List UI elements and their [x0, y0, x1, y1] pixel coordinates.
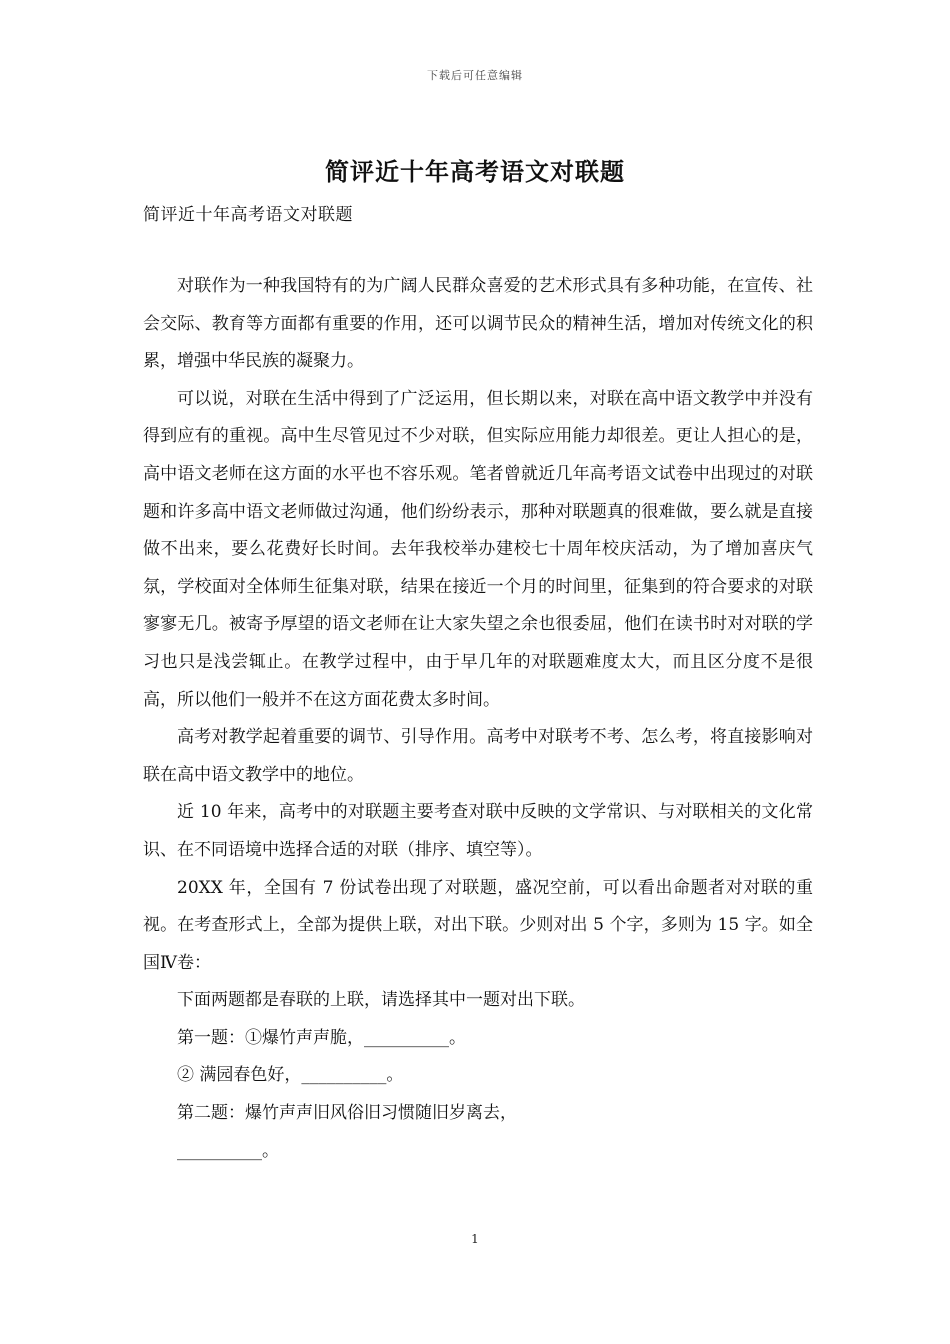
paragraph-exam-role: 高考对教学起着重要的调节、引导作用。高考中对联考不考、怎么考，将直接影响对联在高中语文教学中的地位。: [143, 727, 813, 785]
page-number: 1: [471, 1232, 479, 1246]
document-subtitle: 简评近十年高考语文对联题: [143, 205, 353, 225]
question-instruction: 下面两题都是春联的上联，请选择其中一题对出下联。: [177, 990, 585, 1011]
paragraph-ten-years: 近 10 年来，高考中的对联题主要考查对联中反映的文学常识、与对联相关的文化常识、在不同语境中选择合适的对联（排序、填空等）。: [143, 802, 813, 860]
question-one-a: 第一题：①爆竹声声脆，__________。: [177, 1027, 466, 1048]
paragraph-intro: 对联作为一种我国特有的为广阔人民群众喜爱的艺术形式具有多种功能，在宣传、社会交际、教育等方面都有重要的作用，还可以调节民众的精神生活，增加对传统文化的积累，增强中华民族的凝聚力。: [143, 276, 813, 372]
document-body: [143, 268, 813, 1170]
document-title: 简评近十年高考语文对联题: [325, 157, 625, 186]
question-one-b: ② 满园春色好，__________。: [177, 1065, 404, 1086]
question-two-blank: __________。: [177, 1140, 279, 1161]
paragraph-20xx: 20XX 年，全国有 7 份试卷出现了对联题，盛况空前，可以看出命题者对对联的重视。在考查形式上，全部为提供上联，对出下联。少则对出 5 个字，多则为 15 字。如全国Ⅳ卷：: [143, 877, 813, 973]
header-note: 下载后可任意编辑: [427, 69, 523, 82]
paragraph-current-situation: 可以说，对联在生活中得到了广泛运用，但长期以来，对联在高中语文教学中并没有得到应有的重视。高中生尽管见过不少对联，但实际应用能力却很差。更让人担心的是，高中语文老师在这方面的水平也不容乐观。笔者曾就近几年高考语文试卷中出现过的对联题和许多高中语文老师做过沟通，他们纷纷表示，那种对联题真的很难做，要么就是直接做不出来，要么花费好长时间。去年我校举办建校七十周年校庆活动，为了增加喜庆气氛，学校面对全体师生征集对联，结果在接近一个月的时间里，征集到的符合要求的对联寥寥无几。被寄予厚望的语文老师在让大家失望之余也很委屈，他们在读书时对对联的学习也只是浅尝辄止。在教学过程中，由于早几年的对联题难度太大，而且区分度不是很高，所以他们一般并不在这方面花费太多时间。: [143, 388, 813, 710]
question-two: 第二题：爆竹声声旧风俗旧习惯随旧岁离去，: [177, 1103, 517, 1124]
